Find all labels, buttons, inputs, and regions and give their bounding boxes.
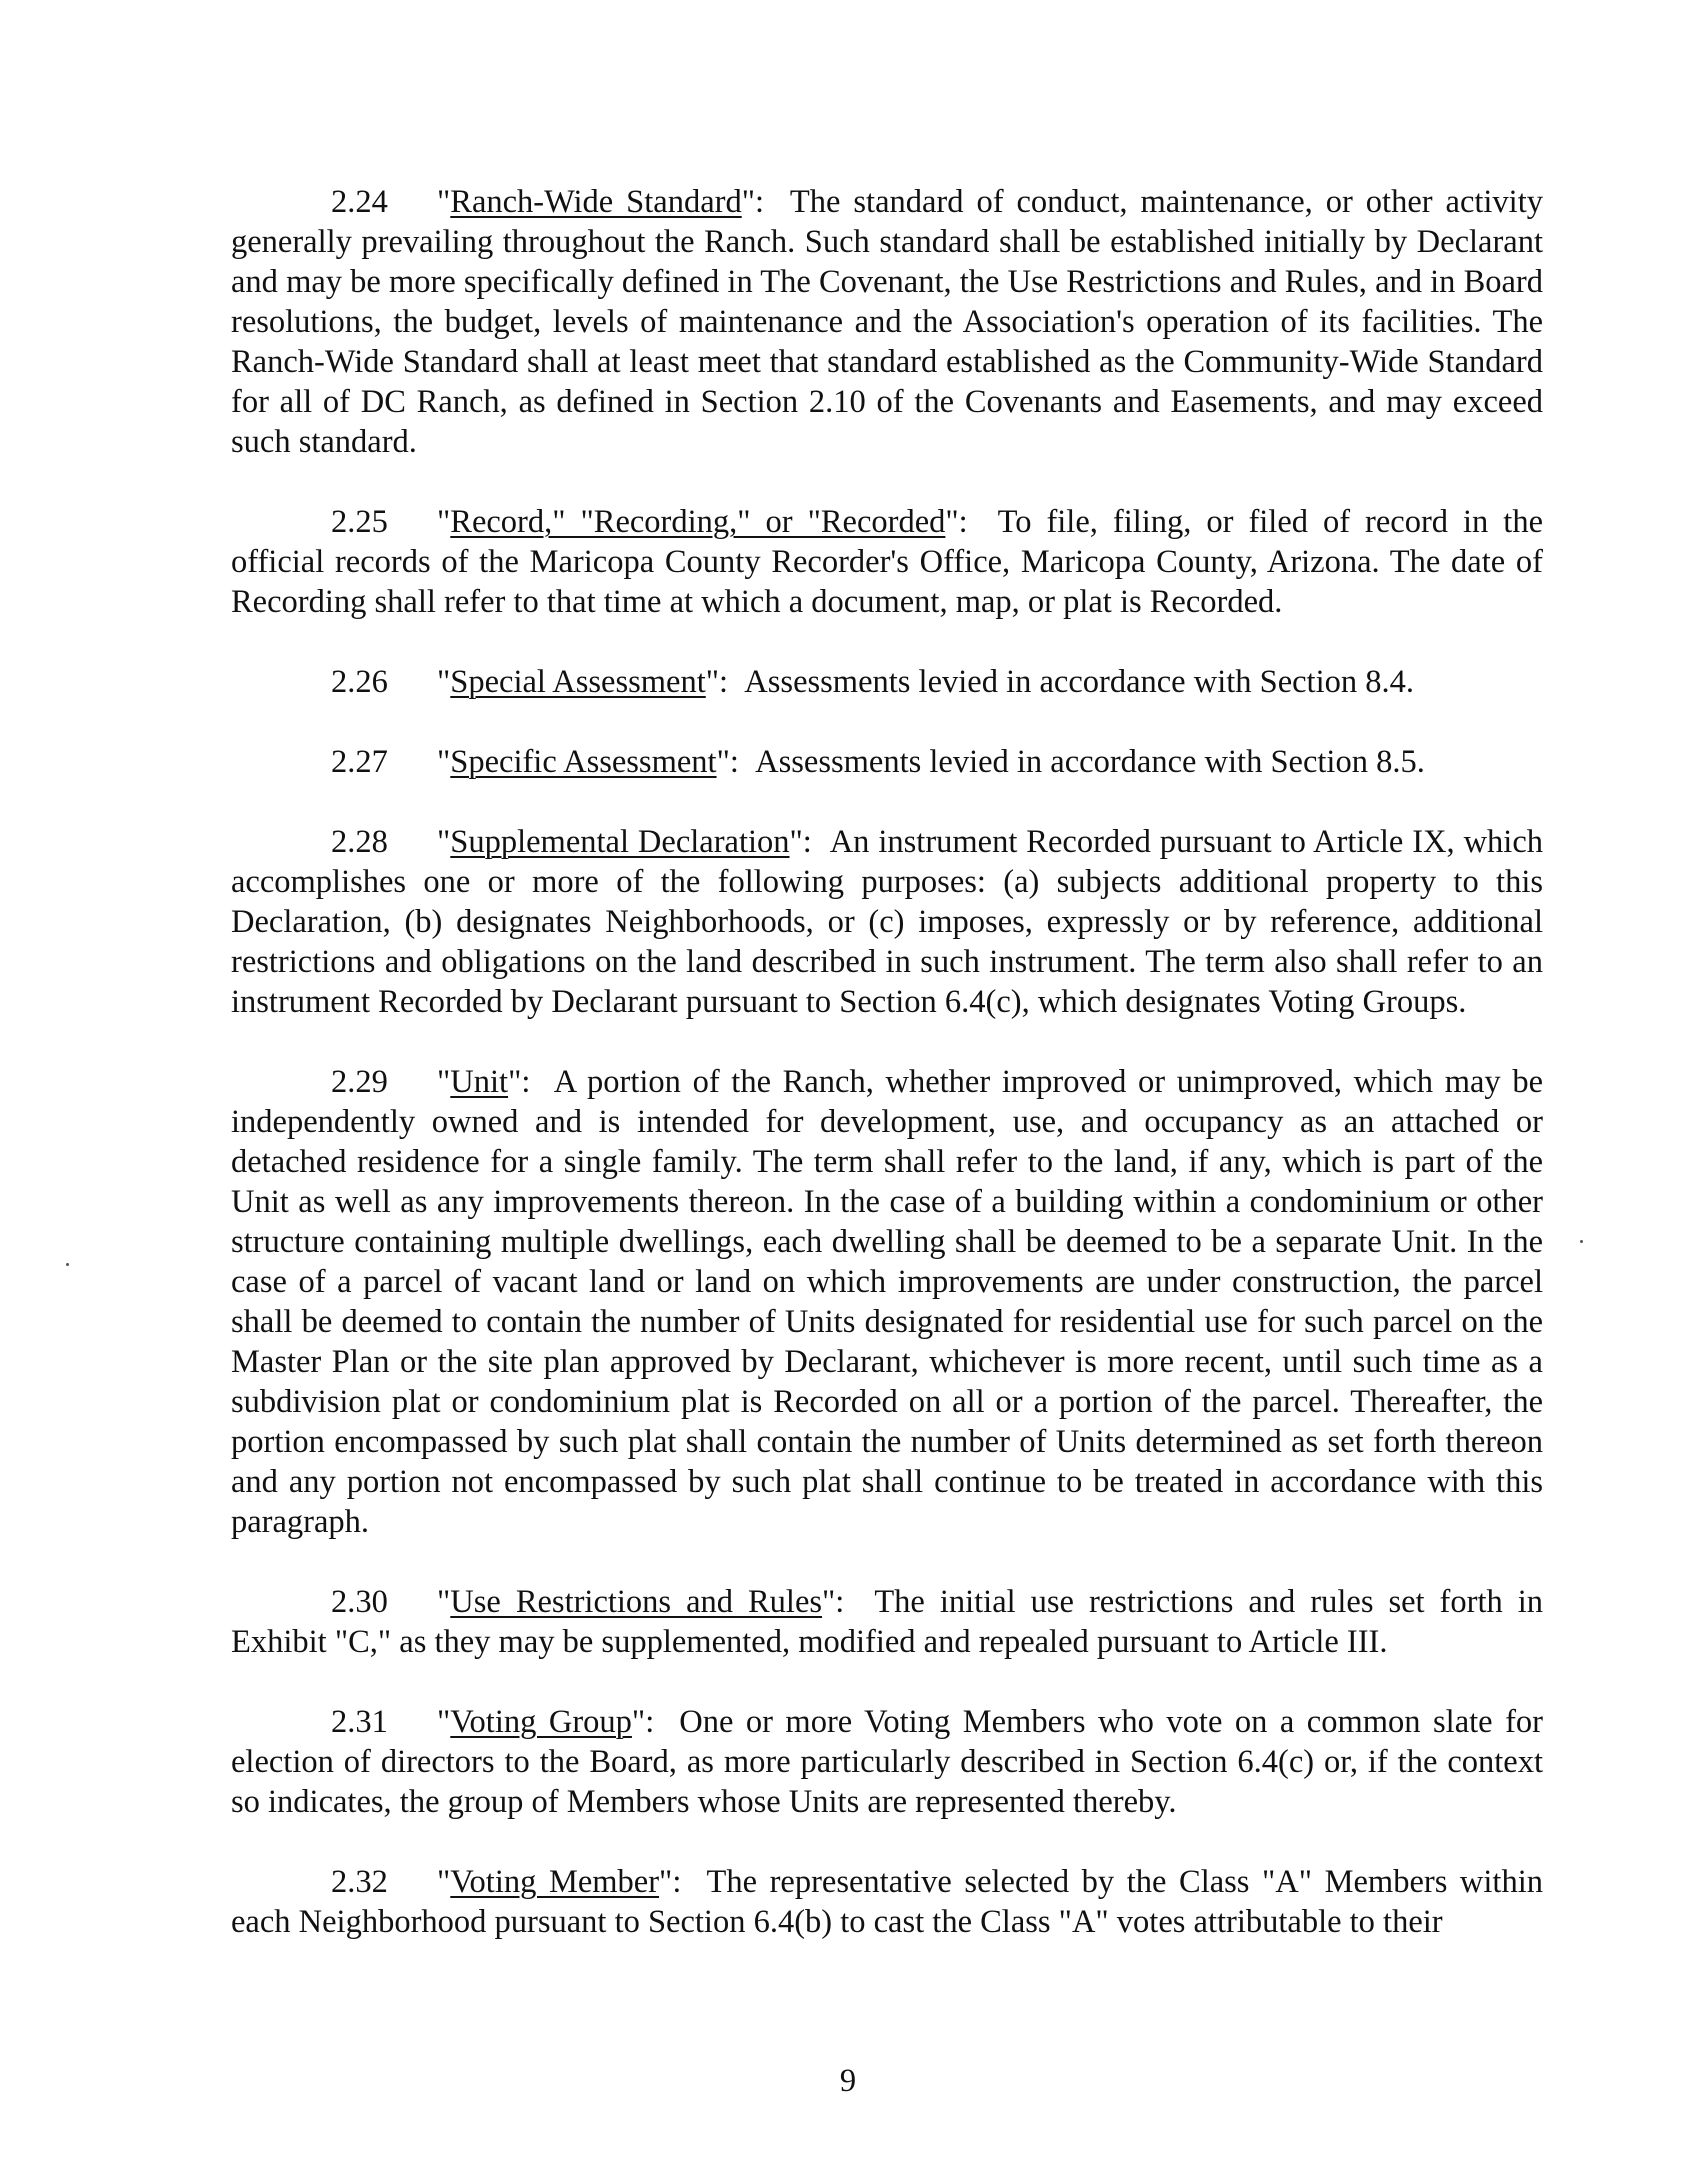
definition-paragraph bbox=[231, 662, 1543, 702]
section-number: 2.28 bbox=[331, 824, 388, 860]
definition-paragraph bbox=[231, 502, 1543, 622]
section-number: 2.29 bbox=[331, 1064, 388, 1100]
defined-term: Ranch-Wide Standard bbox=[450, 184, 742, 220]
definition-text: The initial use restrictions and rules set forth in Exhibit "C," as they may be supplemented, modified and repealed pursuant to Article III. bbox=[231, 1584, 1544, 1660]
definition-text: The standard of conduct, maintenance, or other activity generally prevailing throughout the Ranch. Such standard shall be established initially by Declarant and may be more specifically defined in The Covenant, the Use Restrictions and Rules, and in Board resolutions, the budget, levels of maintenance and the Association's operation of its facilities. The Ranch-Wide Standard shall at least meet that standard established as the Community-Wide Standard for all of DC Ranch, as defined in Section 2.10 of the Covenants and Easements, and may exceed such standard. bbox=[231, 184, 1543, 460]
document-body bbox=[231, 182, 1543, 1982]
defined-term: Record," "Recording," or "Recorded bbox=[450, 504, 946, 540]
term-delimiter: ": bbox=[631, 1704, 655, 1740]
section-number: 2.27 bbox=[331, 744, 388, 780]
term-delimiter: ": bbox=[789, 824, 812, 860]
quote-mark: " bbox=[437, 1584, 451, 1620]
definition-paragraph bbox=[231, 1582, 1543, 1662]
definition-text: Assessments levied in accordance with Section 8.5. bbox=[755, 744, 1425, 780]
term-delimiter: ": bbox=[741, 184, 764, 220]
quote-mark: " bbox=[437, 1064, 451, 1100]
quote-mark: " bbox=[437, 664, 451, 700]
defined-term: Unit bbox=[450, 1064, 509, 1100]
definition-paragraph bbox=[231, 182, 1543, 462]
section-number: 2.26 bbox=[331, 664, 388, 700]
definition-paragraph bbox=[231, 742, 1543, 782]
definition-paragraph bbox=[231, 822, 1543, 1022]
definition-paragraph bbox=[231, 1862, 1543, 1942]
definition-text: The representative selected by the Class "A" Members within each Neighborhood pursuant to Section 6.4(b) to cast the Class "A" votes attributable to their bbox=[231, 1864, 1543, 1940]
term-delimiter: ": bbox=[716, 744, 739, 780]
quote-mark: " bbox=[437, 184, 451, 220]
quote-mark: " bbox=[437, 824, 451, 860]
quote-mark: " bbox=[437, 1864, 451, 1900]
section-number: 2.25 bbox=[331, 504, 388, 540]
scan-artifact bbox=[1580, 1240, 1583, 1243]
definition-paragraph bbox=[231, 1062, 1543, 1542]
definition-text: To file, filing, or filed of record in the official records of the Maricopa County Recorder's Office, Maricopa County, Arizona. The date of Recording shall refer to that time at which a document, map, or plat is Recorded. bbox=[231, 504, 1543, 620]
quote-mark: " bbox=[437, 1704, 451, 1740]
defined-term: Specific Assessment bbox=[450, 744, 717, 780]
scan-artifact bbox=[66, 1263, 69, 1266]
defined-term: Use Restrictions and Rules bbox=[450, 1584, 823, 1620]
definition-text: Assessments levied in accordance with Section 8.4. bbox=[744, 664, 1414, 700]
defined-term: Special Assessment bbox=[450, 664, 706, 700]
definition-paragraph bbox=[231, 1702, 1543, 1822]
section-number: 2.31 bbox=[331, 1704, 388, 1740]
definition-text: A portion of the Ranch, whether improved or unimproved, which may be independently owned and is intended for development, use, and occupancy as an attached or detached residence for a single family. The term shall refer to the land, if any, which is part of the Unit as well as any improvements thereon. In the case of a building within a condominium or other structure containing multiple dwellings, each dwelling shall be deemed to be a separate Unit. In the case of a parcel of vacant land or land on which improvements are under construction, the parcel shall be deemed to contain the number of Units designated for residential use for such parcel on the Master Plan or the site plan approved by Declarant, whichever is more recent, until such time as a subdivision plat or condominium plat is Recorded on all or a portion of the parcel. Thereafter, the portion encompassed by such plat shall contain the number of Units determined as set forth thereon and any portion not encompassed by such plat shall continue to be treated in accordance with this paragraph. bbox=[231, 1064, 1544, 1540]
section-number: 2.32 bbox=[331, 1864, 388, 1900]
quote-mark: " bbox=[437, 744, 451, 780]
defined-term: Supplemental Declaration bbox=[450, 824, 790, 860]
term-delimiter: ": bbox=[822, 1584, 845, 1620]
term-delimiter: ": bbox=[508, 1064, 531, 1100]
section-number: 2.30 bbox=[331, 1584, 388, 1620]
section-number: 2.24 bbox=[331, 184, 388, 220]
definition-text: An instrument Recorded pursuant to Article IX, which accomplishes one or more of the following purposes: (a) subjects additional property to this Declaration, (b) designates Neighborhoods, or (c) imposes, expressly or by reference, additional restrictions and obligations on the land described in such instrument. The term also shall refer to an instrument Recorded by Declarant pursuant to Section 6.4(c), which designates Voting Groups. bbox=[231, 824, 1544, 1020]
quote-mark: " bbox=[437, 504, 451, 540]
defined-term: Voting Group bbox=[450, 1704, 632, 1740]
page-number: 9 bbox=[839, 2063, 857, 2099]
term-delimiter: ": bbox=[945, 504, 968, 540]
definition-text: One or more Voting Members who vote on a common slate for election of directors to the Board, as more particularly described in Section 6.4(c) or, if the context so indicates, the group of Members whose Units are represented thereby. bbox=[231, 1704, 1543, 1820]
term-delimiter: ": bbox=[659, 1864, 682, 1900]
defined-term: Voting Member bbox=[450, 1864, 660, 1900]
term-delimiter: ": bbox=[705, 664, 729, 700]
